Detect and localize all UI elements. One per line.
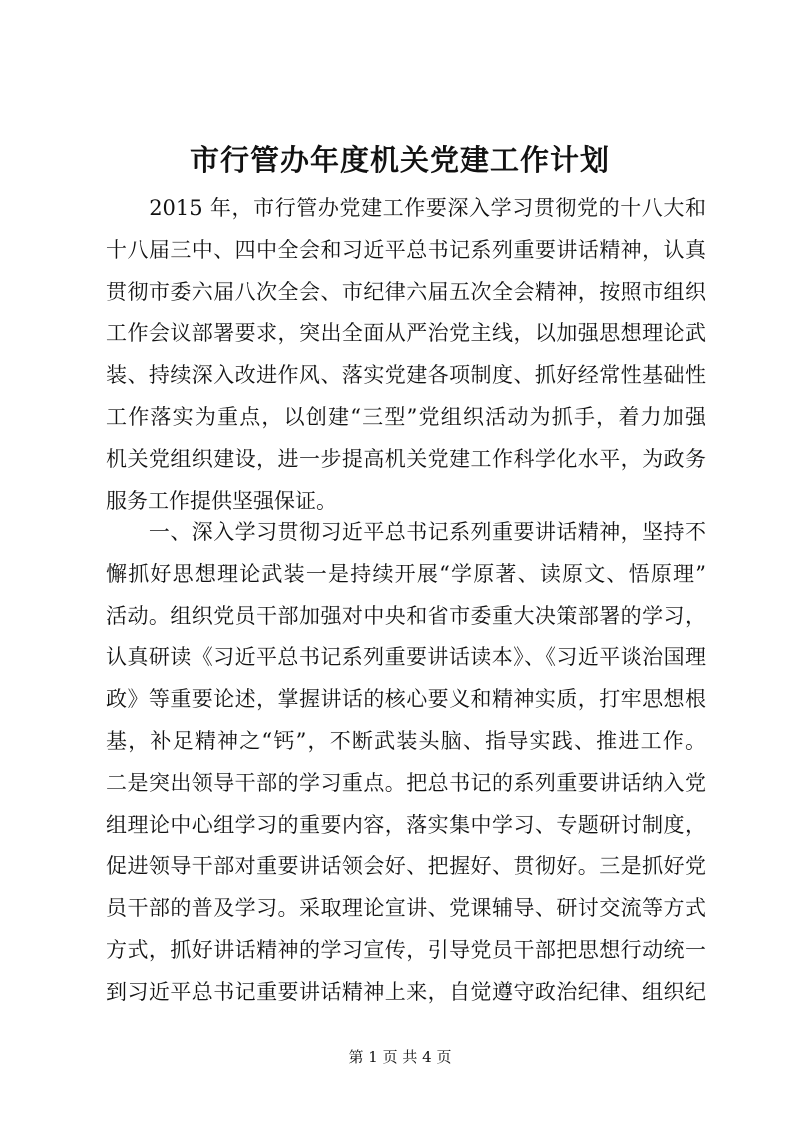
paragraph-section-one	[106, 512, 706, 1014]
text-line: 员干部的普及学习。采取理论宣讲、党课辅导、研讨交流等方式	[106, 896, 706, 921]
text-line: 政》等重要论述，掌握讲话的核心要义和精神实质，打牢思想根	[106, 687, 706, 712]
paragraph-intro	[106, 188, 706, 522]
text-line: 组理论中心组学习的重要内容，落实集中学习、专题研讨制度，	[106, 812, 706, 837]
text-line: 二是突出领导干部的学习重点。把总书记的系列重要讲话纳入党	[106, 770, 706, 795]
document-title: 市行管办年度机关党建工作计划	[189, 143, 610, 177]
text-line: 服务工作提供坚强保证。	[106, 488, 337, 513]
page-number-footer: 第 1 页 共 4 页	[348, 1048, 452, 1066]
text-line: 2015 年，市行管办党建工作要深入学习贯彻党的十八大和	[106, 196, 706, 220]
text-line: 懈抓好思想理论武装一是持续开展“学原著、读原文、悟原理”	[106, 561, 706, 586]
text-line: 基，补足精神之“钙”，不断武装头脑、指导实践、推进工作。	[106, 728, 706, 753]
text-line: 到习近平总书记重要讲话精神上来，自觉遵守政治纪律、组织纪	[106, 979, 706, 1004]
text-line: 工作会议部署要求，突出全面从严治党主线，以加强思想理论武	[106, 321, 706, 346]
text-line: 一、深入学习贯彻习近平总书记系列重要讲话精神，坚持不	[106, 520, 706, 544]
text-line: 贯彻市委六届八次全会、市纪律六届五次全会精神，按照市组织	[106, 279, 706, 304]
text-line: 十八届三中、四中全会和习近平总书记系列重要讲话精神，认真	[106, 237, 706, 262]
text-line: 装、持续深入改进作风、落实党建各项制度、抓好经常性基础性	[106, 363, 706, 388]
text-line: 方式，抓好讲话精神的学习宣传，引导党员干部把思想行动统一	[106, 937, 706, 962]
text-line: 认真研读《习近平总书记系列重要讲话读本》、《习近平谈治国理	[106, 645, 706, 670]
text-line: 机关党组织建设，进一步提高机关党建工作科学化水平，为政务	[106, 446, 706, 471]
text-line: 工作落实为重点，以创建“三型”党组织活动为抓手，着力加强	[106, 404, 706, 429]
text-line: 促进领导干部对重要讲话领会好、把握好、贯彻好。三是抓好党	[106, 854, 706, 879]
text-line: 活动。组织党员干部加强对中央和省市委重大决策部署的学习，	[106, 603, 706, 628]
